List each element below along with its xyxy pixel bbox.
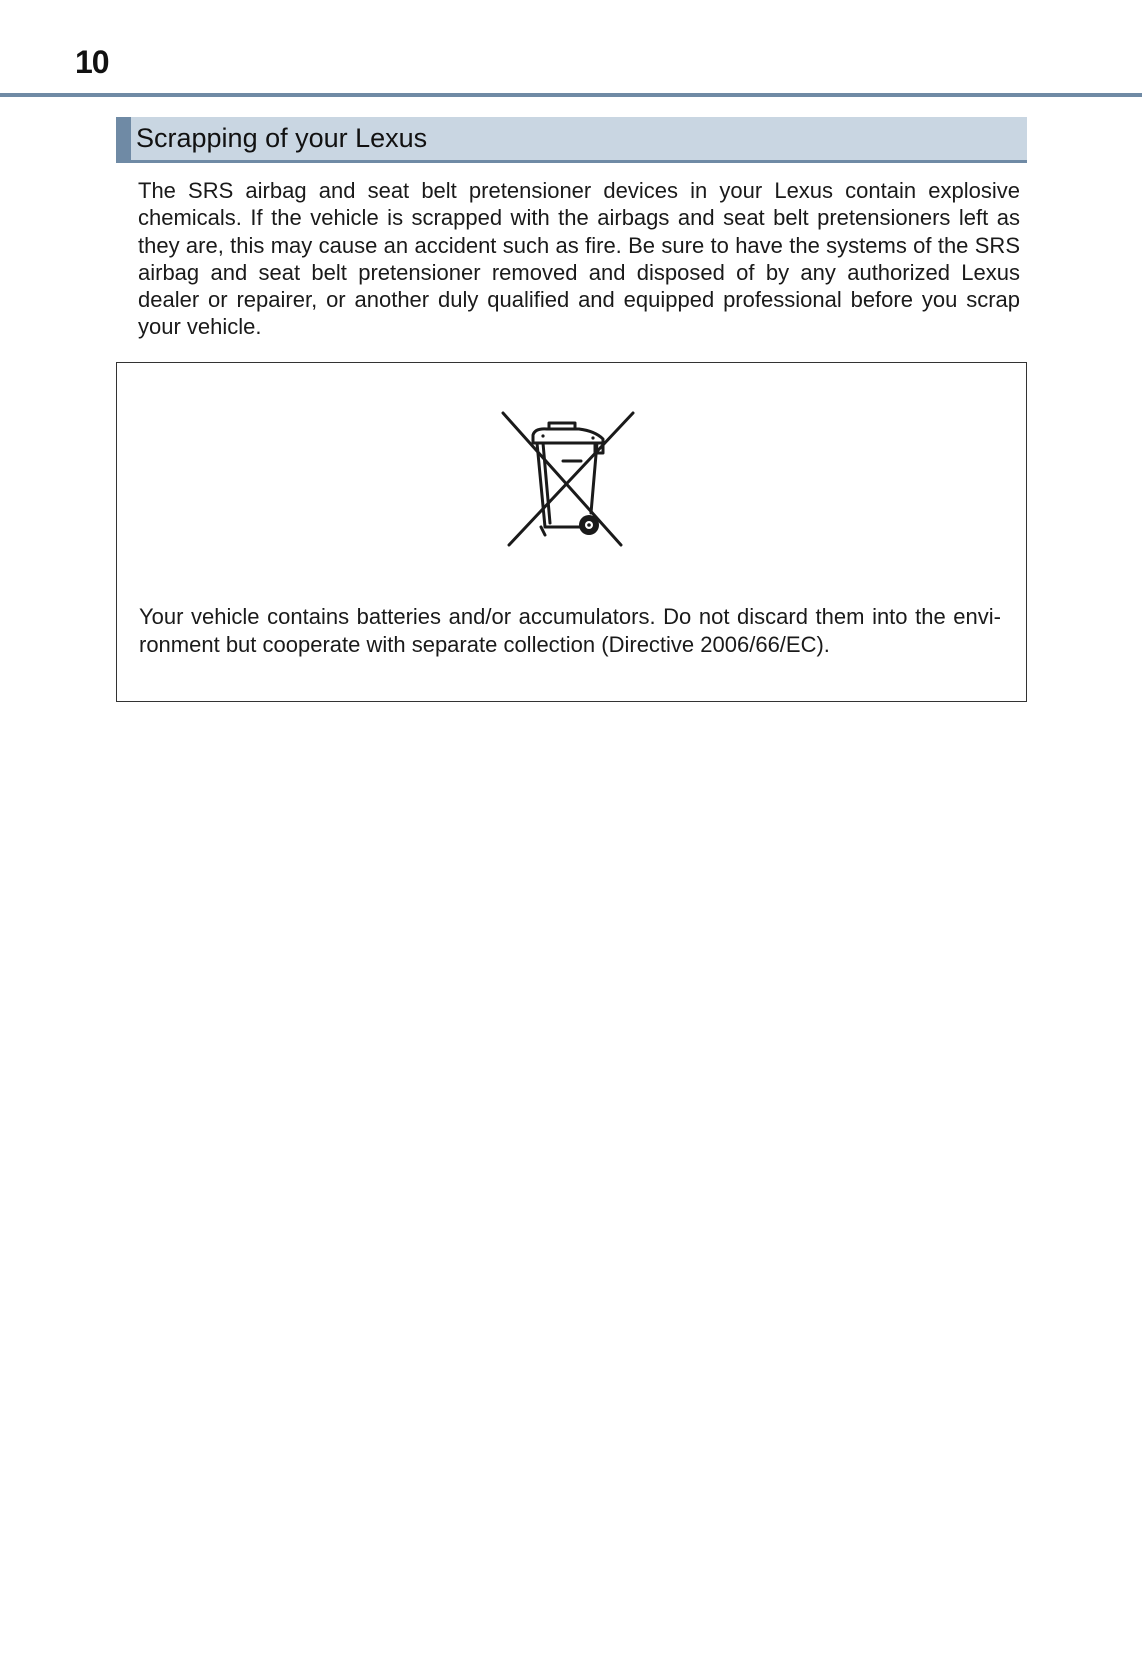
section-body-text: The SRS airbag and seat belt pretensioner devices in your Lexus contain explosive chemicals. If the vehicle is scrapped with the airbags and seat belt pretensioners left as they are, this may cause an accident such as fire. Be sure to have the systems of the SRS airbag and seat belt pretensioner removed and disposed of by any authorized Lexus dealer or repairer, or another duly qualified and equipped professional before you scrap your vehicle. [138,178,1020,340]
header-rule [0,93,1142,97]
page-number: 10 [75,44,109,80]
battery-disposal-notice [116,362,1027,702]
section-title: Scrapping of your Lexus [136,123,428,153]
battery-disposal-text: Your vehicle contains batteries and/or accumulators. Do not discard them into the environment but cooperate with separate collection (Directive 2006/66/EC). [139,604,1001,657]
section-heading [116,117,1027,163]
section-heading-accent-bar [116,117,131,160]
crossed-out-wheelie-bin-icon [497,409,637,549]
